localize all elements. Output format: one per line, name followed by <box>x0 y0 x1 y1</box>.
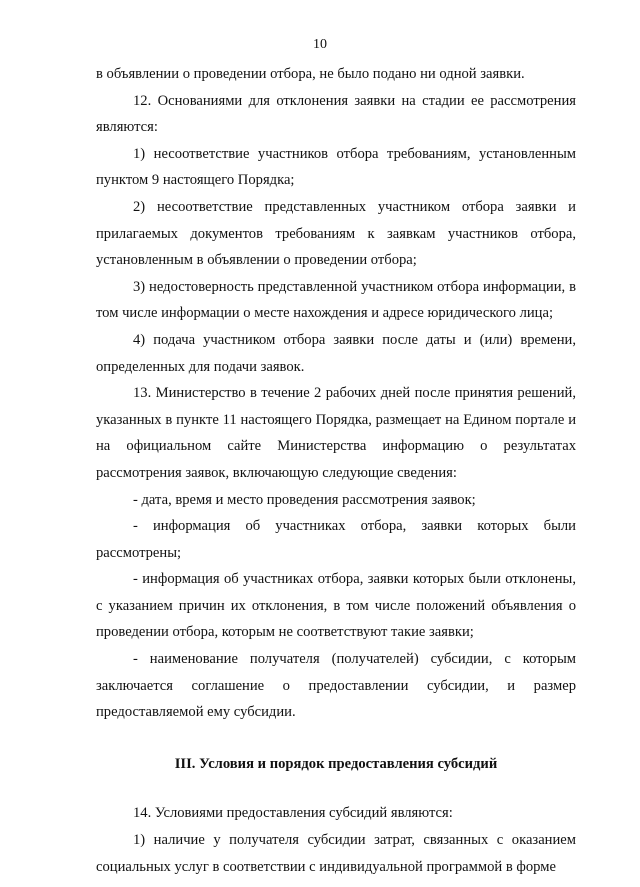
paragraph-item-1: 1) несоответствие участников отбора требованиям, установленным пунктом 9 настоящего Порядка; <box>96 145 576 189</box>
paragraph-bullet-1: - дата, время и место проведения рассмотрения заявок; <box>133 491 476 508</box>
document-body <box>96 61 576 880</box>
paragraph-item-4: 4) подача участником отбора заявки после даты и (или) времени, определенных для подачи заявок. <box>96 331 576 375</box>
paragraph-continuation: в объявлении о проведении отбора, не было подано ни одной заявки. <box>96 66 525 82</box>
paragraph-item-2: 2) несоответствие представленных участником отбора заявки и прилагаемых документов требованиям к заявкам участников отбора, установленным в объявлении о проведении отбора; <box>96 198 576 269</box>
paragraph-clause-13: 13. Министерство в течение 2 рабочих дней после принятия решений, указанных в пункте 11 настоящего Порядка, размещает на Едином портале и на официальном сайте Министерства информацию о результатах рассмотрения заявок, включающую следующие сведения: <box>96 385 576 481</box>
paragraph-item-3: 3) недостоверность представленной участником отбора информации, в том числе информации о месте нахождения и адресе юридического лица; <box>96 278 576 322</box>
paragraph-bullet-2: - информация об участниках отбора, заявки которых были рассмотрены; <box>96 518 576 561</box>
paragraph-condition-1: 1) наличие у получателя субсидии затрат, связанных с оказанием социальных услуг в соответствии с индивидуальной программой в форме <box>96 832 576 875</box>
section-heading: III. Условия и порядок предоставления субсидий <box>174 755 498 772</box>
page-number: 10 <box>313 37 327 52</box>
paragraph-clause-14: 14. Условиями предоставления субсидий являются: <box>133 805 453 822</box>
paragraph-clause-12: 12. Основаниями для отклонения заявки на стадии ее рассмотрения являются: <box>96 92 576 136</box>
paragraph-bullet-4: - наименование получателя (получателей) субсидии, с которым заключается соглашение о предоставлении субсидии, и размер предоставляемой ему субсидии. <box>96 651 576 721</box>
paragraph-bullet-3: - информация об участниках отбора, заявки которых были отклонены, с указанием причин их отклонения, в том числе положений объявления о проведении отбора, которым не соответствуют такие заявки; <box>96 571 576 641</box>
